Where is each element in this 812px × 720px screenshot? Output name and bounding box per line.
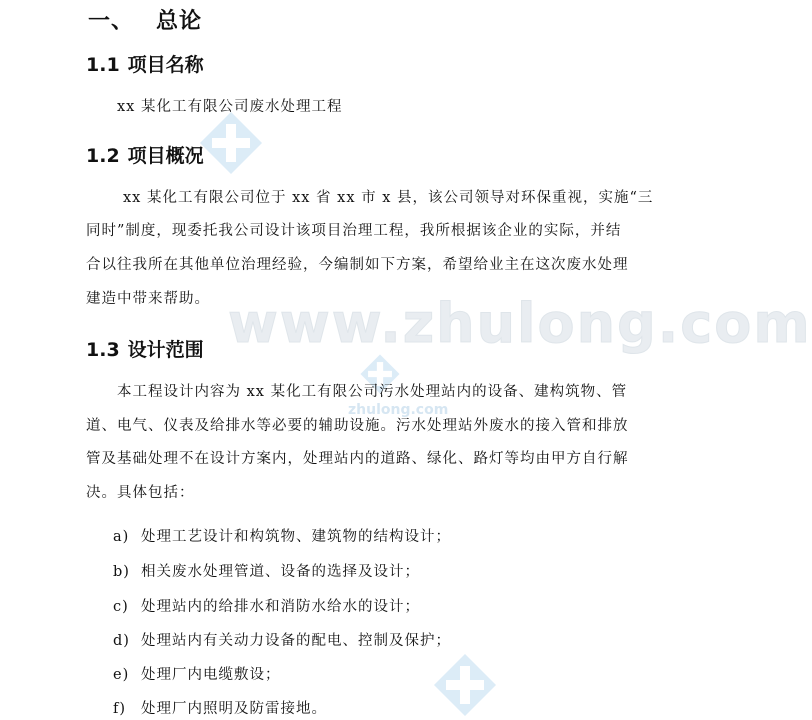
list-marker: b) [113,564,130,580]
list-item-text: 相关废水处理管道、设备的选择及设计； [141,564,420,580]
section-number: 1.1 [86,54,120,76]
project-name-text: xx 某化工有限公司废水处理工程 [117,99,343,115]
list-item [113,697,327,718]
chapter-title: 总论 [156,9,203,34]
overview-line: 同时”制度，现委托我公司设计该项目治理工程，我所根据该企业的实际，并结 [86,223,622,239]
scope-line: 决。具体包括： [86,485,195,501]
section-title: 项目名称 [127,54,204,76]
scope-line: 本工程设计内容为 xx 某化工有限公司污水处理站内的设备、建构筑物、管 [117,384,628,400]
section-number: 1.3 [86,339,120,361]
list-marker: a) [113,529,130,545]
list-item-text: 处理站内有关动力设备的配电、控制及保护； [141,633,451,649]
list-item [113,525,451,546]
list-item-text: 处理工艺设计和构筑物、建筑物的结构设计； [141,529,451,545]
section-title: 项目概况 [127,145,204,167]
section-heading-1-3 [86,335,204,362]
list-item-text: 处理厂内电缆敷设； [141,667,281,683]
list-item [113,560,420,581]
list-item-text: 处理厂内照明及防雷接地。 [141,701,327,717]
chapter-number: 一、 [88,9,135,34]
scope-line: 管及基础处理不在设计方案内，处理站内的道路、绿化、路灯等均由甲方自行解 [86,451,629,467]
list-item [113,629,451,650]
section-heading-1-1 [86,50,204,77]
section-heading-1-2 [86,141,204,168]
overview-line: 合以往我所在其他单位治理经验，今编制如下方案，希望给业主在这次废水处理 [86,257,629,273]
section-number: 1.2 [86,145,120,167]
list-marker: c) [113,599,129,615]
scope-line: 道、电气、仪表及给排水等必要的辅助设施。污水处理站外废水的接入管和排放 [86,418,629,434]
overview-line: 建造中带来帮助。 [86,291,210,307]
list-item [113,663,281,684]
section-title: 设计范围 [127,339,204,361]
chapter-heading [88,4,202,35]
list-marker: f) [113,701,127,717]
watermark-small-text: zhulong.com [348,402,449,418]
list-marker: d) [113,633,130,649]
list-item [113,595,420,616]
list-marker: e) [113,667,130,683]
list-item-text: 处理站内的给排水和消防水给水的设计； [141,599,420,615]
overview-line: xx 某化工有限公司位于 xx 省 xx 市 x 县，该公司领导对环保重视，实施“三 [123,190,654,206]
watermark-text: www.zhulong.com [228,292,812,355]
